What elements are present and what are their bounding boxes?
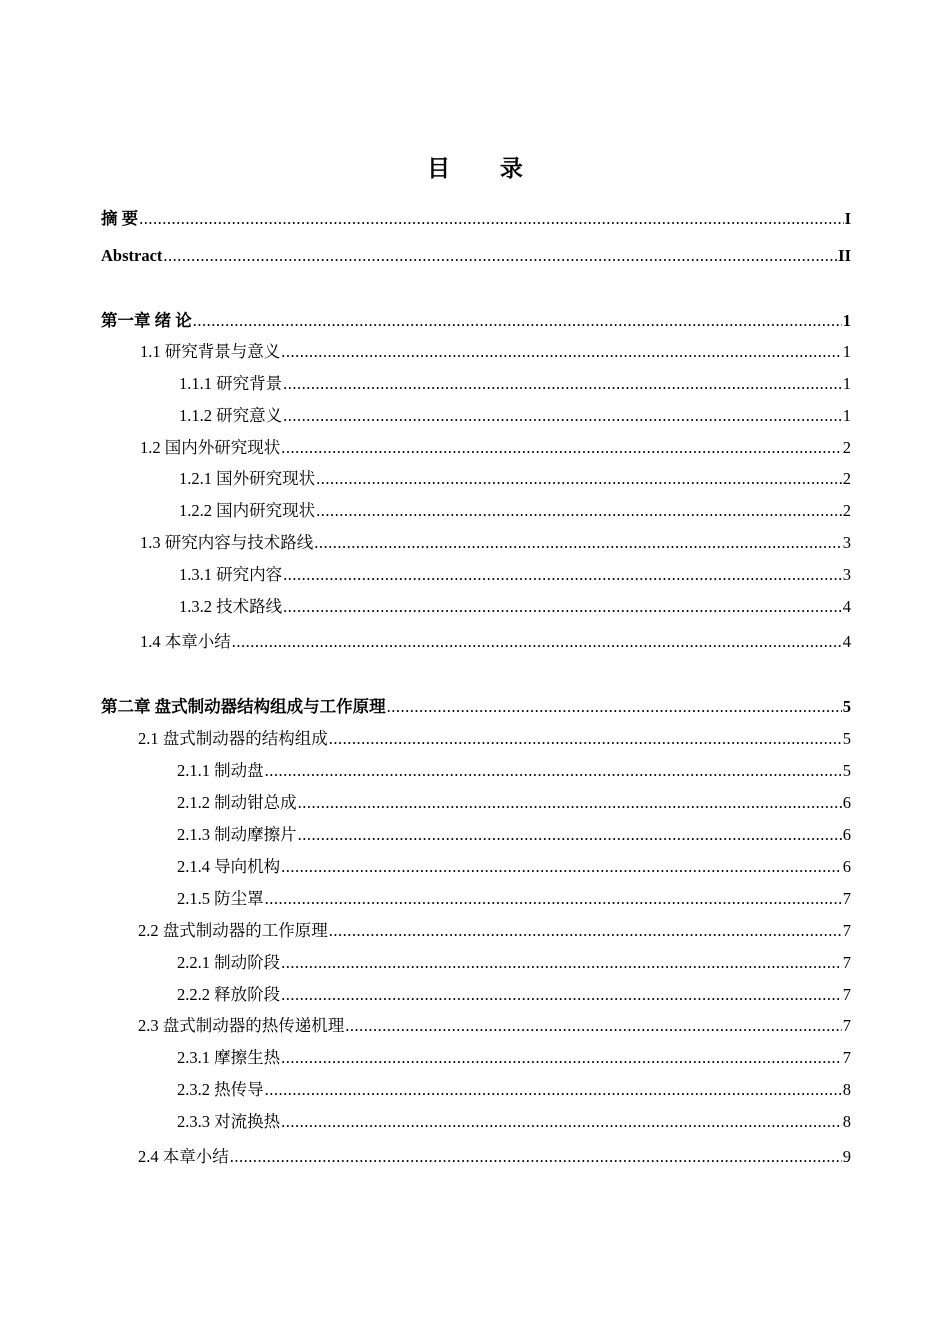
toc-entry-label: 2.2.2 释放阶段 [177, 985, 281, 1004]
toc-entry[interactable] [179, 500, 851, 522]
toc-entry-label: 1.3 研究内容与技术路线 [140, 533, 314, 552]
toc-entry-label: 2.4 本章小结 [138, 1147, 229, 1166]
toc-entry-label: 摘 要 [101, 209, 139, 228]
dot-leader [281, 437, 842, 459]
toc-entry-page: 6 [842, 825, 851, 844]
dot-leader [329, 920, 842, 942]
dot-leader [316, 500, 842, 522]
toc-entry-page: 3 [842, 565, 851, 584]
toc-entry-label: 1.2.2 国内研究现状 [179, 501, 316, 520]
dot-leader [139, 208, 843, 230]
toc-entry-page: I [844, 209, 851, 228]
dot-leader [163, 245, 837, 267]
toc-entry[interactable] [140, 631, 851, 653]
toc-entry-label: 2.2 盘式制动器的工作原理 [138, 921, 328, 940]
toc-entry[interactable] [140, 532, 851, 554]
toc-entry[interactable] [179, 468, 851, 490]
toc-entry-label: 2.1.4 导向机构 [177, 857, 281, 876]
toc-entry-label: Abstract [101, 246, 163, 265]
toc-entry-page: 7 [842, 921, 851, 940]
toc-entry-page: 6 [842, 793, 851, 812]
toc-entry[interactable] [177, 856, 851, 878]
page-title: 目 录 [427, 156, 545, 181]
toc-entry-page: 1 [842, 311, 851, 330]
dot-leader [281, 1047, 842, 1069]
dot-leader [298, 824, 842, 846]
toc-entry-page: 3 [842, 533, 851, 552]
dot-leader [265, 1079, 842, 1101]
dot-leader [193, 310, 842, 332]
toc-entry-label: 2.2.1 制动阶段 [177, 953, 281, 972]
toc-entry[interactable] [179, 564, 851, 586]
toc-entry[interactable] [138, 920, 851, 942]
toc-entry-page: 5 [842, 729, 851, 748]
toc-entry[interactable] [177, 952, 851, 974]
toc-entry[interactable] [177, 1111, 851, 1133]
toc-entry-page: 7 [842, 1048, 851, 1067]
dot-leader [314, 532, 842, 554]
toc-entry-page: 2 [842, 469, 851, 488]
toc-entry-page: 5 [842, 761, 851, 780]
toc-entry-page: 5 [842, 697, 851, 716]
dot-leader [329, 728, 842, 750]
toc-entry[interactable] [140, 437, 851, 459]
dot-leader [345, 1015, 842, 1037]
toc-chapter-2[interactable] [101, 696, 851, 718]
dot-leader [281, 984, 842, 1006]
toc-entry[interactable] [179, 373, 851, 395]
dot-leader [283, 596, 842, 618]
toc-entry[interactable] [179, 405, 851, 427]
toc-entry[interactable] [177, 792, 851, 814]
toc-entry-page: 9 [842, 1147, 851, 1166]
toc-entry-page: 7 [842, 953, 851, 972]
toc-entry-label: 1.2 国内外研究现状 [140, 438, 281, 457]
dot-leader [316, 468, 842, 490]
toc-entry-page: 4 [842, 632, 851, 651]
toc-entry-label: 2.3 盘式制动器的热传递机理 [138, 1016, 345, 1035]
toc-entry-page: 8 [842, 1080, 851, 1099]
dot-leader [232, 631, 842, 653]
toc-entry[interactable] [177, 760, 851, 782]
toc-entry-label: 2.1.1 制动盘 [177, 761, 264, 780]
toc-entry-label: 1.1.1 研究背景 [179, 374, 283, 393]
toc-entry[interactable] [179, 596, 851, 618]
toc-entry-page: 8 [842, 1112, 851, 1131]
toc-entry-label: 2.1.3 制动摩擦片 [177, 825, 297, 844]
toc-entry-label: 2.1.5 防尘罩 [177, 889, 264, 908]
toc-entry-abstract-cn[interactable] [101, 208, 851, 230]
toc-entry[interactable] [177, 824, 851, 846]
toc-entry-abstract-en[interactable] [101, 245, 851, 267]
toc-entry-page: 1 [842, 342, 851, 361]
toc-entry[interactable] [138, 1146, 851, 1168]
toc-entry-page: II [838, 246, 851, 265]
toc-entry-label: 2.1.2 制动钳总成 [177, 793, 297, 812]
dot-leader [230, 1146, 842, 1168]
dot-leader [281, 341, 842, 363]
toc-entry-label: 第一章 绪 论 [101, 311, 192, 330]
toc-entry-label: 第二章 盘式制动器结构组成与工作原理 [101, 697, 386, 716]
dot-leader [281, 1111, 842, 1133]
toc-entry[interactable] [138, 728, 851, 750]
toc-entry[interactable] [177, 1079, 851, 1101]
toc-entry-label: 1.4 本章小结 [140, 632, 231, 651]
toc-entry[interactable] [177, 888, 851, 910]
toc-entry-label: 2.3.3 对流换热 [177, 1112, 281, 1131]
toc-entry[interactable] [140, 341, 851, 363]
dot-leader [283, 564, 842, 586]
toc-entry-label: 2.3.2 热传导 [177, 1080, 264, 1099]
toc-entry[interactable] [177, 984, 851, 1006]
toc-entry-label: 2.1 盘式制动器的结构组成 [138, 729, 328, 748]
dot-leader [298, 792, 842, 814]
toc-entry-label: 1.1 研究背景与意义 [140, 342, 281, 361]
toc-chapter-1[interactable] [101, 310, 851, 332]
toc-entry-page: 1 [842, 374, 851, 393]
dot-leader [283, 373, 842, 395]
toc-entry-page: 7 [842, 985, 851, 1004]
toc-entry-label: 1.1.2 研究意义 [179, 406, 283, 425]
toc-entry[interactable] [138, 1015, 851, 1037]
dot-leader [387, 696, 842, 718]
toc-entry-label: 2.3.1 摩擦生热 [177, 1048, 281, 1067]
toc-entry-page: 2 [842, 501, 851, 520]
dot-leader [265, 760, 842, 782]
toc-entry-page: 1 [842, 406, 851, 425]
toc-entry-page: 7 [842, 1016, 851, 1035]
toc-entry-label: 1.3.2 技术路线 [179, 597, 283, 616]
toc-entry-page: 6 [842, 857, 851, 876]
dot-leader [281, 952, 842, 974]
dot-leader [265, 888, 842, 910]
dot-leader [283, 405, 842, 427]
toc-entry-label: 1.3.1 研究内容 [179, 565, 283, 584]
toc-entry-label: 1.2.1 国外研究现状 [179, 469, 316, 488]
dot-leader [281, 856, 842, 878]
toc-entry[interactable] [177, 1047, 851, 1069]
toc-entry-page: 4 [842, 597, 851, 616]
toc-entry-page: 7 [842, 889, 851, 908]
toc-entry-page: 2 [842, 438, 851, 457]
